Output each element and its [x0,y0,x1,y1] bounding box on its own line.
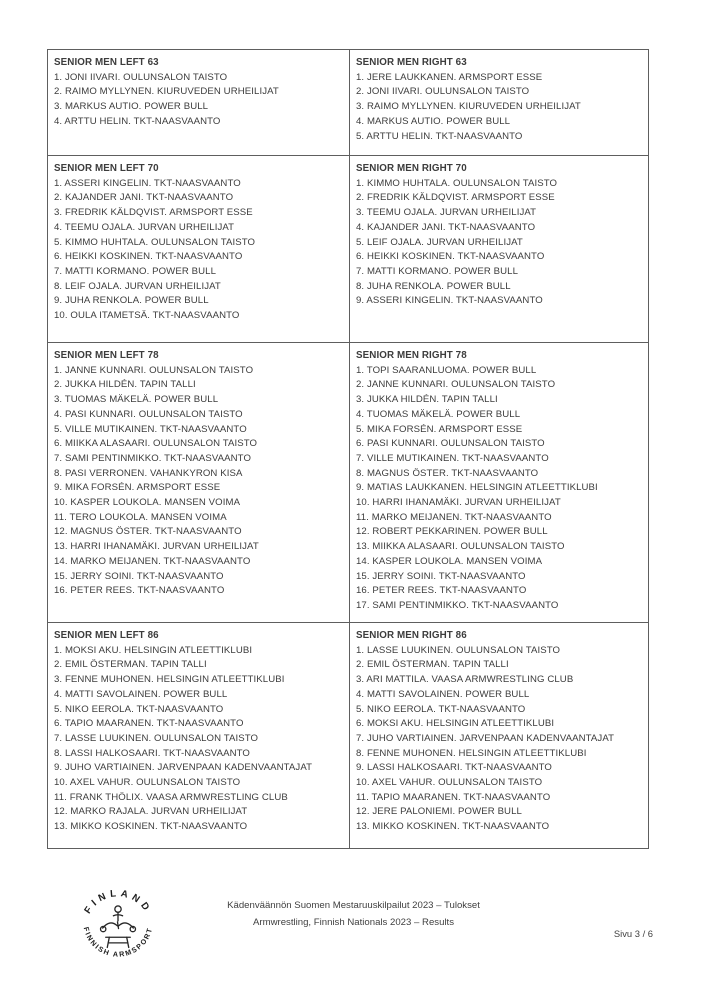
result-entry: 4. ARTTU HELIN. TKT-NAASVAANTO [54,115,221,127]
result-entry: 10. KASPER LOUKOLA. MANSEN VOIMA [54,497,241,509]
result-entry: 13. MIKKO KOSKINEN. TKT-NAASVAANTO [54,821,248,833]
footer-title-en: Armwrestling, Finnish Nationals 2023 – Results [252,917,455,928]
result-entry: 8. FENNE MUHONEN. HELSINGIN ATLEETTIKLUBI [356,747,587,759]
category-title: SENIOR MEN LEFT 70 [54,163,159,174]
result-entry: 9. JUHA RENKOLA. POWER BULL [54,295,209,307]
footer-title-block [0,897,707,931]
result-entry: 2. JANNE KUNNARI. OULUNSALON TAISTO [356,379,556,391]
result-entry: 14. KASPER LOUKOLA. MANSEN VOIMA [356,555,543,567]
results-cell-right [349,343,648,622]
result-entry: 4. PASI KUNNARI. OULUNSALON TAISTO [54,408,243,420]
result-entry: 10. OULA ITAMETSÄ. TKT-NAASVAANTO [54,310,240,322]
result-entry: 10. AXEL VAHUR. OULUNSALON TAISTO [54,777,241,789]
page-number: Sivu 3 / 6 [613,928,653,939]
results-cell-left [48,343,349,622]
result-entry: 5. LEIF OJALA. JURVAN URHEILIJAT [356,236,523,248]
result-entry: 8. JUHA RENKOLA. POWER BULL [356,280,511,292]
page-footer [0,872,707,1000]
result-entry: 2. FREDRIK KÄLDQVIST. ARMSPORT ESSE [356,192,555,204]
result-entry: 6. TAPIO MAARANEN. TKT-NAASVAANTO [54,718,244,730]
weight-class-row [48,155,648,342]
result-entry: 5. ARTTU HELIN. TKT-NAASVAANTO [356,130,523,142]
result-entry: 14. MARKO MEIJANEN. TKT-NAASVAANTO [54,555,251,567]
result-entry: 11. MARKO MEIJANEN. TKT-NAASVAANTO [356,511,552,523]
result-entry: 10. HARRI IHANAMÄKI. JURVAN URHEILIJAT [356,497,561,509]
result-entry: 6. HEIKKI KOSKINEN. TKT-NAASVAANTO [54,251,243,263]
result-entry: 2. RAIMO MYLLYNEN. KIURUVEDEN URHEILIJAT [54,86,279,98]
result-entry: 9. JUHO VARTIAINEN. JARVENPAAN KADENVAANTAJAT [54,762,313,774]
result-entry: 3. TUOMAS MÄKELÄ. POWER BULL [54,394,219,406]
result-entry: 7. MATTI KORMANO. POWER BULL [356,265,519,277]
results-cell-right [349,50,648,155]
result-entry: 15. JERRY SOINI. TKT-NAASVAANTO [54,570,224,582]
result-entry: 5. VILLE MUTIKAINEN. TKT-NAASVAANTO [54,423,247,435]
result-entry: 11. FRANK THÖLIX. VAASA ARMWRESTLING CLUB [54,791,288,803]
result-entry: 2. KAJANDER JANI. TKT-NAASVAANTO [54,192,234,204]
logo-bottom-text: FINNISH ARMSPORT [81,926,155,959]
result-entry: 1. MOKSI AKU. HELSINGIN ATLEETTIKLUBI [54,644,253,656]
result-entry: 1. JONI IIVARI. OULUNSALON TAISTO [54,71,228,83]
result-entry: 12. ROBERT PEKKARINEN. POWER BULL [356,526,548,538]
result-entry: 5. MIKA FORSÉN. ARMSPORT ESSE [356,423,523,435]
result-entry: 12. MARKO RAJALA. JURVAN URHEILIJAT [54,806,248,818]
result-entry: 2. JUKKA HILDÉN. TAPIN TALLI [54,379,196,391]
category-title: SENIOR MEN RIGHT 78 [356,350,467,361]
results-cell-left [48,623,349,848]
result-entry: 7. SAMI PENTINMIKKO. TKT-NAASVAANTO [54,452,252,464]
result-entry: 3. FENNE MUHONEN. HELSINGIN ATLEETTIKLUBI [54,674,285,686]
result-entry: 4. TUOMAS MÄKELÄ. POWER BULL [356,408,521,420]
result-entry: 9. LASSI HALKOSAARI. TKT-NAASVAANTO [356,762,552,774]
result-entry: 9. ASSERI KINGELIN. TKT-NAASVAANTO [356,295,543,307]
result-entry: 1. TOPI SAARANLUOMA. POWER BULL [356,364,537,376]
result-entry: 4. KAJANDER JANI. TKT-NAASVAANTO [356,221,536,233]
result-entry: 4. TEEMU OJALA. JURVAN URHEILIJAT [54,221,235,233]
category-title: SENIOR MEN LEFT 78 [54,350,159,361]
result-entry: 7. VILLE MUTIKAINEN. TKT-NAASVAANTO [356,452,549,464]
result-entry: 15. JERRY SOINI. TKT-NAASVAANTO [356,570,526,582]
result-entry: 3. FREDRIK KÄLDQVIST. ARMSPORT ESSE [54,207,253,219]
result-entry: 2. JONI IIVARI. OULUNSALON TAISTO [356,86,530,98]
result-entry: 1. JERE LAUKKANEN. ARMSPORT ESSE [356,71,543,83]
result-entry: 5. NIKO EEROLA. TKT-NAASVAANTO [356,703,526,715]
weight-class-row [48,50,648,155]
result-entry: 17. SAMI PENTINMIKKO. TKT-NAASVAANTO [356,599,559,611]
result-entry: 8. LASSI HALKOSAARI. TKT-NAASVAANTO [54,747,250,759]
result-entry: 12. JERE PALONIEMI. POWER BULL [356,806,522,818]
results-cell-left [48,50,349,155]
result-entry: 2. EMIL ÖSTERMAN. TAPIN TALLI [356,659,509,671]
result-entry: 13. HARRI IHANAMÄKI. JURVAN URHEILIJAT [54,541,259,553]
result-entry: 1. ASSERI KINGELIN. TKT-NAASVAANTO [54,177,241,189]
result-entry: 16. PETER REES. TKT-NAASVAANTO [356,585,527,597]
result-entry: 2. EMIL ÖSTERMAN. TAPIN TALLI [54,659,207,671]
footer-title-fi: Kädenväännön Suomen Mestaruuskilpailut 2023 – Tulokset [227,900,480,911]
result-entry: 9. MIKA FORSÉN. ARMSPORT ESSE [54,482,221,494]
result-entry: 8. MAGNUS ÖSTER. TKT-NAASVAANTO [356,467,539,479]
result-entry: 3. TEEMU OJALA. JURVAN URHEILIJAT [356,207,537,219]
weight-class-row [48,622,648,848]
result-entry: 3. JUKKA HILDÉN. TAPIN TALLI [356,394,498,406]
result-entry: 6. HEIKKI KOSKINEN. TKT-NAASVAANTO [356,251,545,263]
result-entry: 9. MATIAS LAUKKANEN. HELSINGIN ATLEETTIKLUBI [356,482,598,494]
result-entry: 7. MATTI KORMANO. POWER BULL [54,265,217,277]
results-cell-right [349,623,648,848]
results-cell-left [48,156,349,342]
result-entry: 8. LEIF OJALA. JURVAN URHEILIJAT [54,280,221,292]
result-entry: 10. AXEL VAHUR. OULUNSALON TAISTO [356,777,543,789]
result-entry: 3. MARKUS AUTIO. POWER BULL [54,101,209,113]
result-entry: 1. KIMMO HUHTALA. OULUNSALON TAISTO [356,177,558,189]
result-entry: 4. MATTI SAVOLAINEN. POWER BULL [356,688,530,700]
result-entry: 12. MAGNUS ÖSTER. TKT-NAASVAANTO [54,526,242,538]
category-title: SENIOR MEN RIGHT 63 [356,57,467,68]
result-entry: 6. PASI KUNNARI. OULUNSALON TAISTO [356,438,545,450]
logo-top-text: FINLAND [82,888,154,916]
results-table [47,49,649,849]
result-entry: 3. ARI MATTILA. VAASA ARMWRESTLING CLUB [356,674,574,686]
result-entry: 13. MIIKKA ALASAARI. OULUNSALON TAISTO [356,541,565,553]
result-entry: 3. RAIMO MYLLYNEN. KIURUVEDEN URHEILIJAT [356,101,581,113]
category-title: SENIOR MEN LEFT 63 [54,57,159,68]
category-title: SENIOR MEN RIGHT 70 [356,163,467,174]
category-title: SENIOR MEN LEFT 86 [54,630,159,641]
result-entry: 7. JUHO VARTIAINEN. JARVENPAAN KADENVAANTAJAT [356,732,615,744]
result-entry: 5. NIKO EEROLA. TKT-NAASVAANTO [54,703,224,715]
result-entry: 6. MIIKKA ALASAARI. OULUNSALON TAISTO [54,438,258,450]
result-entry: 16. PETER REES. TKT-NAASVAANTO [54,585,225,597]
result-entry: 4. MATTI SAVOLAINEN. POWER BULL [54,688,228,700]
result-entry: 4. MARKUS AUTIO. POWER BULL [356,115,511,127]
result-entry: 1. LASSE LUUKINEN. OULUNSALON TAISTO [356,644,561,656]
result-entry: 5. KIMMO HUHTALA. OULUNSALON TAISTO [54,236,256,248]
result-entry: 6. MOKSI AKU. HELSINGIN ATLEETTIKLUBI [356,718,555,730]
result-entry: 8. PASI VERRONEN. VAHANKYRON KISA [54,467,243,479]
result-entry: 11. TERO LOUKOLA. MANSEN VOIMA [54,511,227,523]
results-cell-right [349,156,648,342]
category-title: SENIOR MEN RIGHT 86 [356,630,467,641]
result-entry: 1. JANNE KUNNARI. OULUNSALON TAISTO [54,364,254,376]
result-entry: 13. MIKKO KOSKINEN. TKT-NAASVAANTO [356,821,550,833]
result-entry: 11. TAPIO MAARANEN. TKT-NAASVAANTO [356,791,551,803]
weight-class-row [48,342,648,622]
result-entry: 7. LASSE LUUKINEN. OULUNSALON TAISTO [54,732,259,744]
